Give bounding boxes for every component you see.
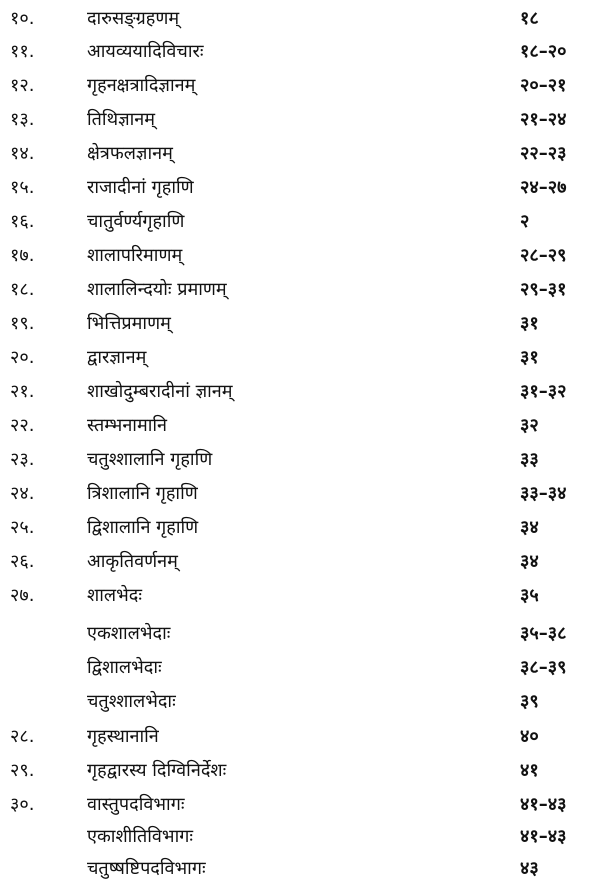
entry-number: २३. bbox=[10, 449, 35, 470]
entry-title: तिथिज्ञानम् bbox=[87, 109, 156, 130]
toc-subentry bbox=[0, 852, 600, 885]
entry-page: ४१ bbox=[520, 760, 539, 781]
entry-page: ३१ bbox=[520, 347, 539, 368]
entry-page: २१–२४ bbox=[520, 109, 567, 130]
entry-page: १८–२० bbox=[520, 41, 567, 62]
entry-number: २२. bbox=[10, 415, 35, 436]
entry-number: १६. bbox=[10, 211, 35, 232]
entry-number: २७. bbox=[10, 585, 35, 606]
entry-title: द्विशालानि गृहाणि bbox=[87, 517, 199, 538]
entry-number: १८. bbox=[10, 279, 35, 300]
entry-page: ३३ bbox=[520, 449, 539, 470]
entry-page: ३४ bbox=[520, 517, 539, 538]
toc-entry bbox=[0, 720, 600, 753]
entry-title: शाखोदुम्बरादीनां ज्ञानम् bbox=[87, 381, 233, 402]
entry-page: ४१–४३ bbox=[520, 826, 567, 847]
entry-title: गृहनक्षत्रादिज्ञानम् bbox=[87, 75, 196, 96]
entry-title: चतुश्शालभेदाः bbox=[87, 691, 176, 712]
toc-entry bbox=[0, 137, 600, 170]
toc-entry bbox=[0, 511, 600, 544]
toc-entry bbox=[0, 545, 600, 578]
entry-title: गृहद्वारस्य दिग्विनिर्देशः bbox=[87, 760, 227, 781]
toc-entry bbox=[0, 2, 600, 35]
entry-page: ४० bbox=[520, 726, 539, 747]
toc-entry bbox=[0, 273, 600, 306]
entry-page: २ bbox=[520, 211, 530, 232]
entry-number: २५. bbox=[10, 517, 35, 538]
entry-title: शालभेदः bbox=[87, 585, 142, 606]
entry-number: ३०. bbox=[10, 794, 35, 815]
entry-page: २०–२१ bbox=[520, 75, 567, 96]
toc-entry bbox=[0, 477, 600, 510]
toc-subentry bbox=[0, 685, 600, 718]
entry-page: २९–३१ bbox=[520, 279, 567, 300]
toc-entry bbox=[0, 754, 600, 787]
entry-page: ३१ bbox=[520, 313, 539, 334]
entry-page: ३१–३२ bbox=[520, 381, 567, 402]
entry-number: २९. bbox=[10, 760, 35, 781]
entry-page: ३९ bbox=[520, 691, 539, 712]
entry-title: द्विशालभेदाः bbox=[87, 657, 162, 678]
toc-subentry bbox=[0, 651, 600, 684]
entry-title: शालापरिमाणम् bbox=[87, 245, 183, 266]
entry-page: ३५–३८ bbox=[520, 623, 567, 644]
toc-entry bbox=[0, 35, 600, 68]
entry-number: १३. bbox=[10, 109, 35, 130]
entry-title: त्रिशालानि गृहाणि bbox=[87, 483, 198, 504]
entry-title: एकशालभेदाः bbox=[87, 623, 171, 644]
entry-title: वास्तुपदविभागः bbox=[87, 794, 185, 815]
entry-number: ११. bbox=[10, 41, 35, 62]
entry-number: २६. bbox=[10, 551, 35, 572]
entry-title: आकृतिवर्णनम् bbox=[87, 551, 178, 572]
entry-page: २२–२३ bbox=[520, 143, 567, 164]
entry-number: १२. bbox=[10, 75, 35, 96]
entry-title: गृहस्थानानि bbox=[87, 726, 159, 747]
entry-title: शालालिन्दयोः प्रमाणम् bbox=[87, 279, 227, 300]
entry-title: द्वारज्ञानम् bbox=[87, 347, 147, 368]
toc-entry bbox=[0, 239, 600, 272]
entry-title: स्तम्भनामानि bbox=[87, 415, 168, 436]
entry-page: ३३–३४ bbox=[520, 483, 567, 504]
toc-subentry bbox=[0, 617, 600, 650]
entry-number: १५. bbox=[10, 177, 35, 198]
entry-page: ३५ bbox=[520, 585, 539, 606]
entry-number: २८. bbox=[10, 726, 35, 747]
entry-page: २४–२७ bbox=[520, 177, 567, 198]
entry-page: ४१–४३ bbox=[520, 794, 567, 815]
toc-entry bbox=[0, 103, 600, 136]
entry-number: २०. bbox=[10, 347, 35, 368]
entry-number: १०. bbox=[10, 8, 35, 29]
entry-title: भित्तिप्रमाणम् bbox=[87, 313, 171, 334]
entry-number: २४. bbox=[10, 483, 35, 504]
entry-title: एकाशीतिविभागः bbox=[87, 826, 194, 847]
toc-entry bbox=[0, 341, 600, 374]
entry-number: १७. bbox=[10, 245, 35, 266]
toc-entry bbox=[0, 579, 600, 612]
entry-title: चतुश्शालानि गृहाणि bbox=[87, 449, 213, 470]
entry-page: ४३ bbox=[520, 858, 539, 879]
entry-page: ३४ bbox=[520, 551, 539, 572]
entry-page: ३२ bbox=[520, 415, 539, 436]
toc-subentry bbox=[0, 820, 600, 853]
entry-title: क्षेत्रफलज्ञानम् bbox=[87, 143, 173, 164]
entry-page: १८ bbox=[520, 8, 539, 29]
entry-title: आयव्ययादिविचारः bbox=[87, 41, 204, 62]
entry-title: राजादीनां गृहाणि bbox=[87, 177, 194, 198]
entry-page: २८–२९ bbox=[520, 245, 567, 266]
entry-title: दारुसङ्ग्रहणम् bbox=[87, 8, 180, 29]
entry-number: २१. bbox=[10, 381, 35, 402]
toc-entry bbox=[0, 443, 600, 476]
entry-page: ३८–३९ bbox=[520, 657, 567, 678]
entry-number: १४. bbox=[10, 143, 35, 164]
toc-entry bbox=[0, 788, 600, 821]
toc-entry bbox=[0, 307, 600, 340]
toc-entry bbox=[0, 375, 600, 408]
entry-title: चातुर्वर्ण्यगृहाणि bbox=[87, 211, 185, 232]
entry-number: १९. bbox=[10, 313, 35, 334]
toc-entry bbox=[0, 171, 600, 204]
entry-title: चतुष्षष्टिपदविभागः bbox=[87, 858, 206, 879]
toc-entry bbox=[0, 409, 600, 442]
toc-entry bbox=[0, 69, 600, 102]
toc-entry bbox=[0, 205, 600, 238]
